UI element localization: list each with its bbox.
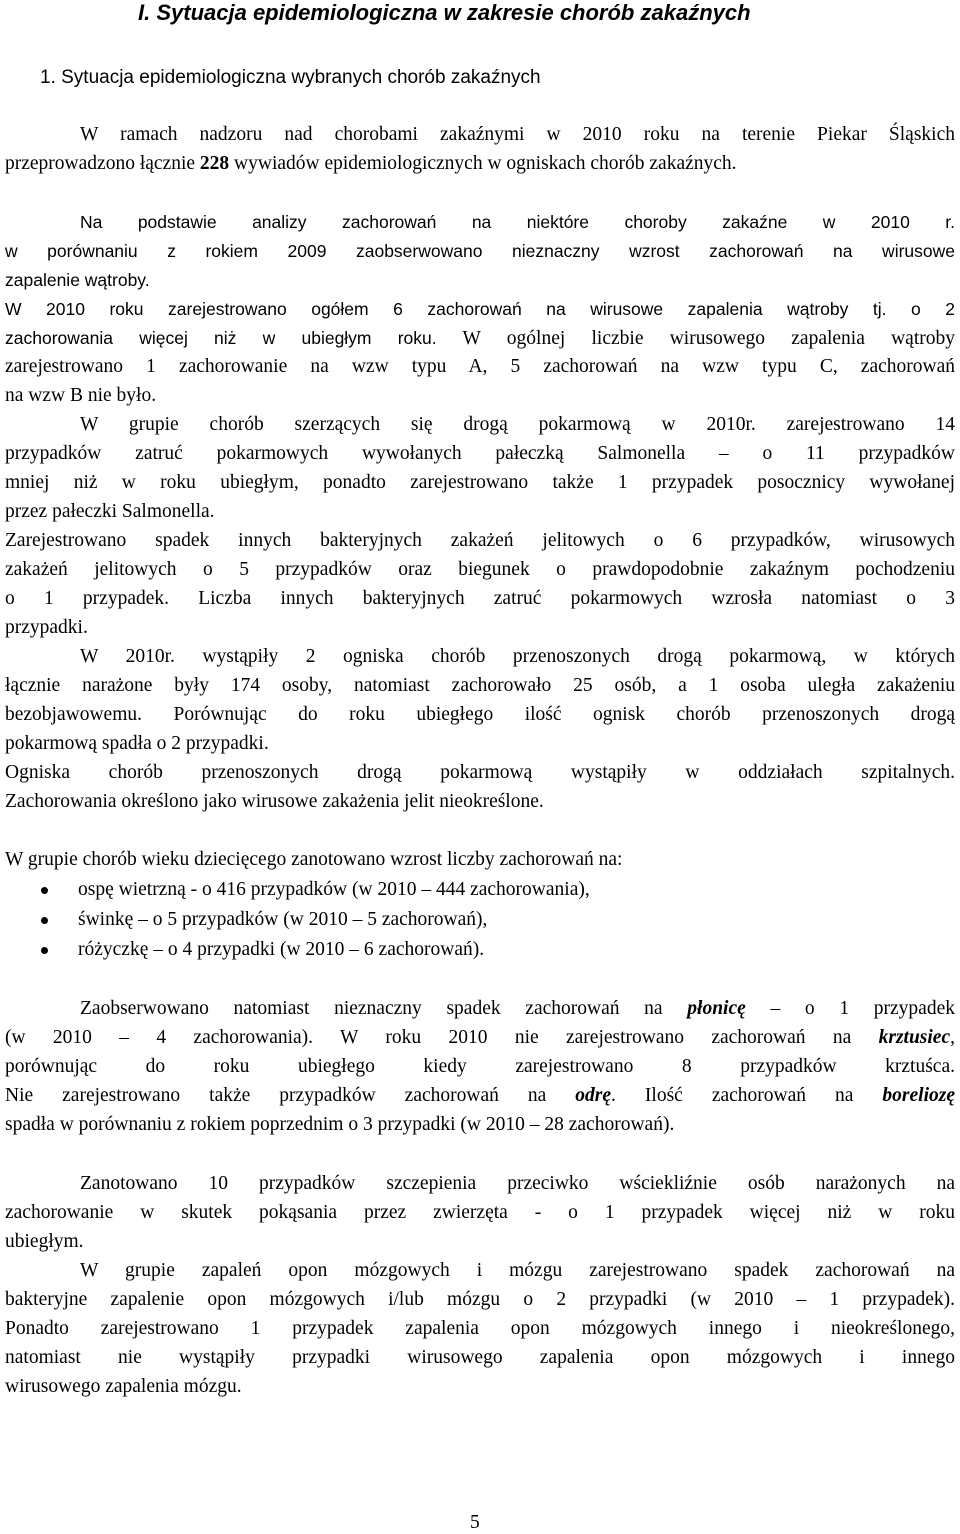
paragraph-line: zachorowanie w skutek pokąsania przez zwierzęta - o 1 przypadek więcej niż w roku bbox=[5, 1202, 955, 1223]
list-item: ospę wietrzną - o 416 przypadków (w 2010 – 444 zachorowania), bbox=[0, 875, 960, 905]
paragraph-line: mniej niż w roku ubiegłym, ponadto zarejestrowano także 1 przypadek posocznicy wywołanej bbox=[5, 472, 955, 493]
paragraph-line: (w 2010 – 4 zachorowania). W roku 2010 nie zarejestrowano zachorowań na krztusiec, bbox=[5, 1027, 955, 1048]
paragraph-line: na wzw B nie było. bbox=[5, 385, 157, 406]
paragraph-line: Zaobserwowano natomiast nieznaczny spadek zachorowań na płonicę – o 1 przypadek bbox=[80, 998, 955, 1019]
paragraph-line: zachorowania więcej niż w ubiegłym roku. W ogólnej liczbie wirusowego zapalenia wątroby bbox=[5, 328, 955, 349]
paragraph-line: zapalenie wątroby. bbox=[5, 270, 150, 290]
paragraph-line: przypadki. bbox=[5, 617, 88, 638]
paragraph-line: przez pałeczki Salmonella. bbox=[5, 501, 215, 522]
paragraph-line: Nie zarejestrowano także przypadków zachorowań na odrę. Ilość zachorowań na boreliozę bbox=[5, 1085, 955, 1106]
list-item: świnkę – o 5 przypadków (w 2010 – 5 zachorowań), bbox=[0, 905, 960, 935]
list-item: różyczkę – o 4 przypadki (w 2010 – 6 zachorowań). bbox=[0, 935, 960, 965]
paragraph-line: Zanotowano 10 przypadków szczepienia przeciwko wściekliźnie osób narażonych na bbox=[80, 1173, 955, 1194]
paragraph-line: W grupie chorób szerzących się drogą pokarmową w 2010r. zarejestrowano 14 bbox=[80, 414, 955, 435]
bullet-icon bbox=[41, 917, 48, 924]
paragraph-line: W 2010r. wystąpiły 2 ogniska chorób przenoszonych drogą pokarmową, w których bbox=[80, 646, 955, 667]
paragraph-line: porównując do roku ubiegłego kiedy zarejestrowano 8 przypadków krztuśca. bbox=[5, 1056, 955, 1077]
subsection-title: 1. Sytuacja epidemiologiczna wybranych chorób zakaźnych bbox=[40, 67, 541, 88]
paragraph-line: łącznie narażone były 174 osoby, natomiast zachorowało 25 osób, a 1 osoba uległa zakażeniu bbox=[5, 675, 955, 696]
bullet-icon bbox=[41, 887, 48, 894]
paragraph-line: pokarmową spadła o 2 przypadki. bbox=[5, 733, 269, 754]
paragraph-line: spadła w porównaniu z rokiem poprzednim o 3 przypadki (w 2010 – 28 zachorowań). bbox=[5, 1114, 675, 1135]
paragraph-line: zakażeń jelitowych o 5 przypadków oraz biegunek o prawdopodobnie zakaźnym pochodzeniu bbox=[5, 559, 955, 580]
page-number: 5 bbox=[470, 1512, 480, 1533]
paragraph-line: o 1 przypadek. Liczba innych bakteryjnych zatruć pokarmowych wzrosła natomiast o 3 bbox=[5, 588, 955, 609]
paragraph-line: ubiegłym. bbox=[5, 1231, 84, 1252]
paragraph-line: W ramach nadzoru nad chorobami zakaźnymi w 2010 roku na terenie Piekar Śląskich bbox=[80, 124, 955, 145]
list-intro: W grupie chorób wieku dziecięcego zanotowano wzrost liczby zachorowań na: bbox=[5, 849, 623, 870]
paragraph-line: w porównaniu z rokiem 2009 zaobserwowano nieznaczny wzrost zachorowań na wirusowe bbox=[5, 241, 955, 261]
paragraph-line: wirusowego zapalenia mózgu. bbox=[5, 1376, 242, 1397]
paragraph-line: Na podstawie analizy zachorowań na niektóre choroby zakaźne w 2010 r. bbox=[80, 212, 955, 232]
paragraph-line: Ponadto zarejestrowano 1 przypadek zapalenia opon mózgowych innego i nieokreślonego, bbox=[5, 1318, 955, 1339]
paragraph-line: W 2010 roku zarejestrowano ogółem 6 zachorowań na wirusowe zapalenia wątroby tj. o 2 bbox=[5, 299, 955, 319]
paragraph-line: W grupie zapaleń opon mózgowych i mózgu zarejestrowano spadek zachorowań na bbox=[80, 1260, 955, 1281]
paragraph-line: bakteryjne zapalenie opon mózgowych i/lub mózgu o 2 przypadki (w 2010 – 1 przypadek). bbox=[5, 1289, 955, 1310]
paragraph-line: Ogniska chorób przenoszonych drogą pokarmową wystąpiły w oddziałach szpitalnych. bbox=[5, 762, 955, 783]
paragraph-line: Zarejestrowano spadek innych bakteryjnych zakażeń jelitowych o 6 przypadków, wirusowych bbox=[5, 530, 955, 551]
paragraph-line: natomiast nie wystąpiły przypadki wirusowego zapalenia opon mózgowych i innego bbox=[5, 1347, 955, 1368]
paragraph-line: bezobjawowemu. Porównując do roku ubiegłego ilość ognisk chorób przenoszonych drogą bbox=[5, 704, 955, 725]
section-title: I. Sytuacja epidemiologiczna w zakresie chorób zakaźnych bbox=[138, 0, 751, 25]
paragraph-line: przypadków zatruć pokarmowych wywołanych pałeczką Salmonella – o 11 przypadków bbox=[5, 443, 955, 464]
paragraph-line: zarejestrowano 1 zachorowanie na wzw typu A, 5 zachorowań na wzw typu C, zachorowań bbox=[5, 356, 955, 377]
paragraph-line: Zachorowania określono jako wirusowe zakażenia jelit nieokreślone. bbox=[5, 791, 544, 812]
paragraph-line: przeprowadzono łącznie 228 wywiadów epidemiologicznych w ogniskach chorób zakaźnych. bbox=[5, 153, 737, 174]
bullet-icon bbox=[41, 947, 48, 954]
